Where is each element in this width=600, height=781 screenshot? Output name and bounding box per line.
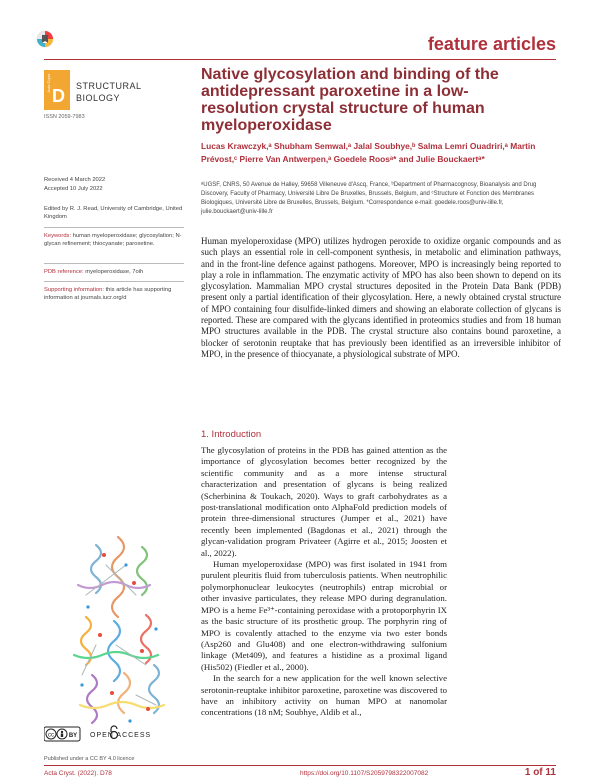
protein-structure-figure [56,525,192,750]
journal-name-line1: STRUCTURAL [76,81,142,91]
license-statement: Published under a CC BY 4.0 licence [44,756,135,762]
open-access-label: OPEN ACCESS [90,732,152,739]
keywords-label: Keywords: [44,233,72,239]
journal-logo-letter: D [52,86,65,106]
keywords [44,232,184,248]
journal-citation: Acta Cryst. (2022). D78 [44,770,112,777]
meta-divider [44,227,184,228]
authors: Lucas Krawczyk,ᵃ Shubham Semwal,ᵃ Jalal Soubhye,ᵇ Salma Lemri Ouadriri,ᵃ Martin Prévost,ᶜ Pierre Van Antwerpen,ᵃ Goedele Roosᵃ* and Julie Bouckaertᵃ* [201,141,536,164]
issn: ISSN 2059-7983 [44,114,85,120]
abstract: Human myeloperoxidase (MPO) utilizes hydrogen peroxide to oxidize organic compounds and as such plays an essential role in cell-component synthesis, in metabolic and elimination pathways, and in the front-line defence against pathogens. Moreover, MPO is increasingly being reported to play a role in inflammation. The enzymatic activity of MPO has also been shown to depend on its glycosylation. Mammalian MPO crystal structures deposited in the Protein Data Bank (PDB) present only a partial identification of their glycosylation. Here, a newly obtained crystal structure of MPO containing four disulfide-linked dimers and showing an elaborate collection of glycans is reported. These are compared with the glycans identified in proteomics studies and from 18 human MPO structures available in the PDB. The crystal structure also contains bound paroxetine, a blocker of serotonin reuptake that has previously been identified as an irreversible inhibitor of MPO, in the presence of thiocyanate, a physiological substrate of MPO. [201,236,561,359]
edited-by: Edited by R. J. Read, University of Cambridge, United Kingdom [44,206,183,220]
page-number: 1 of 11 [524,767,556,778]
intro-body [201,445,447,719]
article-title: Native glycosylation and binding of the antidepressant paroxetine in a low-resolution crystal structure of human myeloperoxidase [201,66,499,134]
journal-logo-small: Acta Cryst. [46,73,51,93]
affiliations: ᵃUGSF, CNRS, 50 Avenue de Halley, 59658 Villeneuve d'Ascq, France, ᵇDepartment of Pharmacognosy, Bioanalysis and Drug Discovery, Faculty of Pharmacy, Université Libre De Bruxelles, Brussels, Belgium, and ᶜStructure et Fonction des Membranes Biologiques, Université Libre de Bruxelles, Brussels, Belgium. *Correspondence e-mail: goedele.roos@univ-lille.fr, julie.bouckaert@univ-lille.fr [201,182,537,215]
paragraph: The glycosylation of proteins in the PDB has gained attention as the importance of glycosylation becomes better recognized by the scientific community and as a more intense structural characterization and presentation of glycans is being realized (Scherbinina & Toukach, 2020). Ways to graft carbohydrates as a post-translational modification onto AlphaFold prediction models of protein three-dimensional structures (Jumper et al., 2021) have recently been implemented (Bagdonas et al., 2021) through the glycan-validation program Privateer (Agirre et al., 2015; Joosten et al., 2022). [201,445,447,558]
supporting-info [44,286,184,302]
footer-divider [44,765,556,766]
supp-label: Supporting information: [44,287,104,293]
pdb-label: PDB reference: [44,269,84,275]
journal-logo [44,70,70,110]
crossmark-icon[interactable] [36,30,54,48]
license-badges[interactable] [44,725,184,751]
accepted-date: Accepted 10 July 2022 [44,186,103,192]
pdb-value[interactable]: myeloperoxidase, 7oih [85,269,144,275]
journal-name [76,80,142,104]
section-label: feature articles [427,34,556,54]
paragraph: Human myeloperoxidase (MPO) was first isolated in 1941 from purulent pleuritis fluid from tuberculosis patients. When neutrophilic polymorphonuclear leukocytes (neutrophils) entrap microbial or other invasive particulates, they release MPO during degranulation. MPO is a heme Fe³⁺-containing peroxidase with a protoporphyrin IX as the basic structure of its prosthetic group. The porphyrin ring of MPO is covalently attached to the enzyme via two ester bonds (Asp260 and Glu408) and one electron-withdrawing sulfonium linkage (Met409), and features a histidine as a proximal ligand (His502) (Fiedler et al., 2000). [201,559,447,672]
paragraph: In the search for a new application for the well known selective serotonin-reuptake inhibitor paroxetine, paroxetine was discovered to have an inhibitory activity on human MPO at nanomolar concentrations (18 nM; Soubhye, Aldib et al., [201,673,447,718]
meta-divider [44,263,184,264]
journal-name-line2: BIOLOGY [76,93,121,103]
by-text: BY [68,733,78,739]
cc-text: cc [48,732,54,739]
meta-divider [44,281,184,282]
keywords-value: human myeloperoxidase; glycosylation; N-glycan refinement; thiocyanate; paroxetine. [44,233,182,247]
header-divider [44,59,556,60]
section-heading: 1. Introduction [201,429,262,440]
received-date: Received 4 March 2022 [44,177,106,183]
supp-value[interactable]: this article has supporting information at journals.iucr.org/d [44,287,172,301]
doi-link[interactable]: https://doi.org/10.1107/S2059798322007082 [300,770,429,777]
pdb-reference [44,268,184,276]
